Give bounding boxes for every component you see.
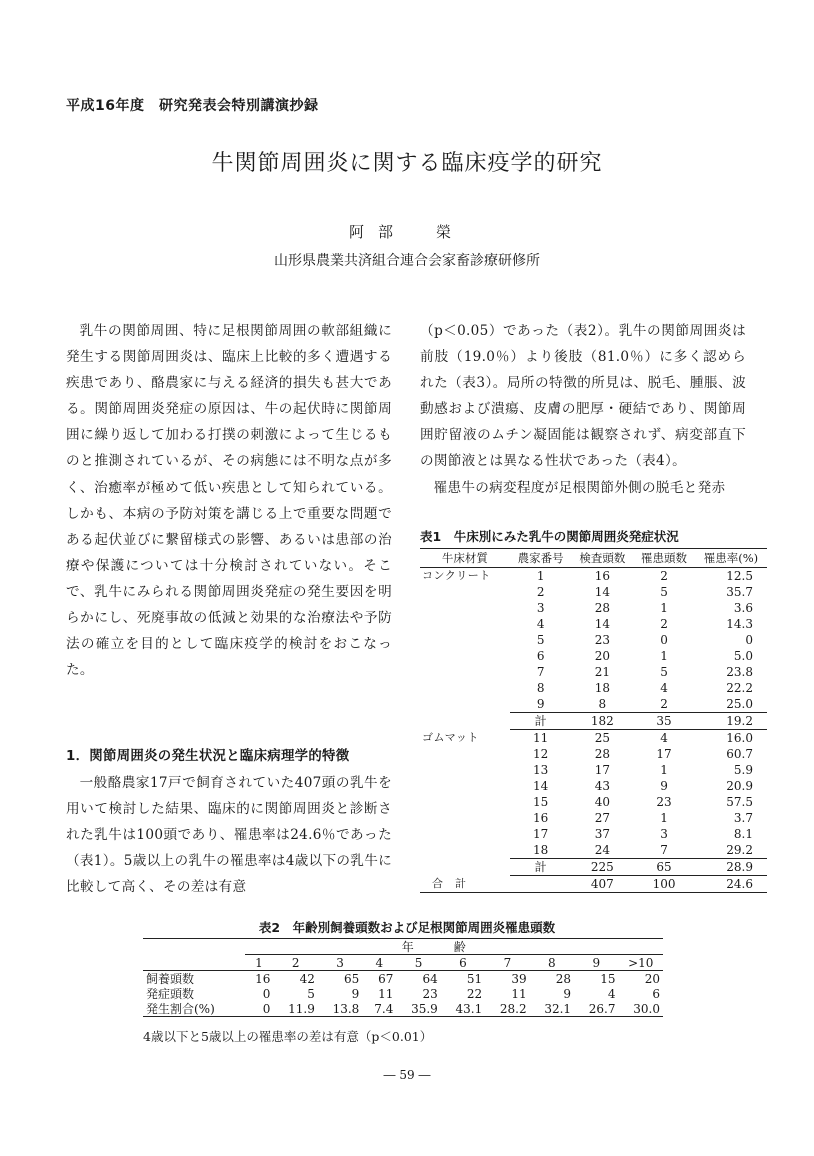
table-2-cell: 13.8 [318,1001,362,1017]
table-2-cell: 9 [563,986,572,1001]
paper-title: 牛関節周囲炎に関する臨床疫学的研究 [211,151,603,176]
table-2-age-cell: 2 [273,955,317,971]
table-1-material-cell: コンクリート [422,569,491,582]
table-1-cell: 3 [660,826,668,841]
table-1-cell: 9 [660,778,668,793]
table-1-cell: 18 [594,680,610,695]
table-1-cell: 14 [594,616,610,631]
table-1-cell: 57.5 [726,794,753,809]
table-2-age-cell: 4 [362,955,396,971]
table-1-cell: 0 [660,632,668,647]
table-1-cell: 1 [660,600,668,615]
table-2-cell: 64 [422,971,438,986]
table-2-row-label: 発症頭数 [146,986,195,1001]
table-2-age-cell: 5 [396,955,440,971]
table-1-cell: 35.7 [726,584,753,599]
section-1-body: 一般酪農家17戸で飼育されていた407頭の乳牛を用いて検討した結果、臨床的に関節周囲炎と診断された乳牛は100頭であり、罹患率は24.6％であった（表1）。5歳以上の乳牛の罹患率は4歳以下の乳牛に比較して高く、その差は有意 [66,775,392,896]
author-name: 阿部 榮 [348,223,465,241]
table-2-row-label: 飼養頭数 [146,971,195,986]
table-2-cell: 11 [511,986,527,1001]
table-2-age-cell: 3 [318,955,362,971]
table-2-cell: 22 [466,986,483,1001]
table-1-cell: 5 [660,664,668,679]
table-1-header-row [420,549,767,568]
table-1-cell: 17 [533,826,549,841]
table-1-cell: 22.2 [726,680,753,695]
table-2-cell: 11 [378,986,394,1001]
table-1-caption: 表1 牛床別にみた乳牛の関節周囲炎発症状況 [420,529,679,544]
table-1-cell: 18 [533,842,549,857]
table-1-cell: 5.9 [733,762,753,777]
table-1-cell: 14.3 [726,616,753,631]
table-1-cell: 2 [660,696,668,711]
table-2 [143,938,663,1017]
table-2-corner-cell [143,955,245,971]
table-1 [420,548,767,893]
table-1-subtotal-cell: 19.2 [695,713,767,730]
table-1-row [420,568,767,585]
table-1-header-cell: 農家番号 [510,549,572,568]
table-1-cell: 20 [594,648,610,663]
table-2-cell: 23 [422,986,438,1001]
table-2-row-label: 発生割合(%) [143,1001,245,1017]
table-2-cell: 0 [245,1001,274,1017]
table-1-total-cell: 407 [572,876,634,893]
table-1-subtotal-cell: 65 [633,859,695,876]
table-1-header-cell: 罹患率(%) [695,549,767,568]
table-2-row [143,1001,663,1017]
section-1-heading: 1．関節周囲炎の発生状況と臨床病理学的特徴 [66,749,350,764]
table-1-cell: 21 [594,664,610,679]
table-2-cell: 6 [652,986,660,1001]
table-1-material-cell: ゴムマット [422,730,479,744]
table-1-cell: 8 [598,696,607,711]
report-header: 平成16年度 研究発表会特別講演抄録 [66,98,319,114]
table-1-header-cell: 検査頭数 [572,549,634,568]
table-1-cell: 11 [533,730,549,745]
table-2-cell: 11.9 [273,1001,317,1017]
table-2-corner-cell [143,939,245,955]
right-paragraph-1: （p＜0.05）であった（表2）。乳牛の関節周囲炎は前肢（19.0％）より後肢（81.0％）に多く認められた（表3）。局所の特徴的所見は、脱毛、腫脹、波動感および潰瘍、皮膚の肥厚・硬結であり、関節周囲貯留液のムチン凝固能は観察されず、病変部直下の関節液とは異なる性状であった（表4）。 [420,323,746,470]
table-1-cell: 23 [594,632,610,647]
table-2-cell: 20 [644,971,660,986]
table-1-cell: 14 [533,778,549,793]
table-1-subtotal-cell: 35 [633,713,695,730]
table-1-cell: 3 [536,600,545,615]
table-1-cell: 4 [660,730,668,745]
right-paragraph-2: 罹患牛の病変程度が足根関節外側の脱毛と発赤 [433,479,726,496]
table-2-cell: 65 [344,971,360,986]
table-2-age-cell: 7 [485,955,529,971]
table-2-cell: 26.7 [574,1001,618,1017]
table-1-cell: 60.7 [726,746,753,761]
intro-paragraph: 乳牛の関節周囲、特に足根関節周囲の軟部組織に発生する関節周囲炎は、臨床上比較的多く遭遇する疾患であり、酪農家に与える経済的損失も甚大である。関節周囲炎発症の原因は、牛の起伏時に関節周囲に繰り返して加わる打撲の刺激によって生じるものと推測されているが、その病態には不明な点が多く、治癒率が極めて低い疾患として知られている。しかも、本病の予防対策を講じる上で重要な問題である起伏並びに繋留様式の影響、あるいは患部の治療や保護については十分検討されていない。そこで、乳牛にみられる関節周囲炎発症の発生要因を明らかにし、死廃事故の低減と効果的な治療法や予防法の確立を目的として臨床疫学的検討をおこなった。 [66,323,392,679]
table-2-cell: 28.2 [485,1001,529,1017]
table-1-cell: 4 [660,680,668,695]
table-1-subtotal-cell: 182 [572,713,634,730]
table-1-header-cell: 罹患頭数 [633,549,695,568]
table-1-cell: 23 [656,794,672,809]
table-2-age-cell: 1 [245,955,274,971]
table-1-cell: 5 [660,584,668,599]
table-2-row [143,971,663,987]
table-2-cell: 0 [262,986,271,1001]
table-1-cell: 14 [594,584,610,599]
right-column-text [420,318,746,501]
table-2-age-cell: >10 [618,955,663,971]
table-2-age-row [143,955,663,971]
table-1-cell: 2 [660,568,668,583]
table-2-cell: 28 [555,971,572,986]
table-1-cell: 20.9 [726,778,753,793]
table-1-total-label: 合 計 [420,876,572,893]
page-number: ― 59 ― [383,1068,431,1082]
table-1-cell: 1 [660,810,668,825]
table-2-cell: 7.4 [362,1001,396,1017]
table-1-cell: 37 [594,826,610,841]
table-1-cell: 23.8 [726,664,753,679]
table-1-row [420,730,767,747]
table-1-subtotal-cell: 28.9 [695,859,767,876]
table-1-cell: 0 [745,632,753,647]
table-1-subtotal-cell: 計 [510,859,572,876]
table-2-cell: 15 [600,971,616,986]
table-2-cell: 39 [511,971,527,986]
table-1-cell: 1 [660,648,668,663]
table-1-cell: 3.6 [733,600,753,615]
table-1-cell: 5 [536,632,545,647]
table-2-cell: 32.1 [530,1001,574,1017]
table-2-age-cell: 6 [441,955,485,971]
table-1-cell: 16 [533,810,549,825]
table-2-cell: 43.1 [441,1001,485,1017]
table-2-note: 4歳以下と5歳以上の罹患率の差は有意（p＜0.01） [143,1029,433,1044]
table-1-cell: 4 [536,616,545,631]
table-1-cell: 7 [536,664,545,679]
table-2-age-cell: 8 [530,955,574,971]
table-1-cell: 7 [660,842,668,857]
table-1-cell: 1 [660,762,668,777]
table-1-cell: 2 [536,584,545,599]
table-1-cell: 1 [536,568,545,583]
table-1-subtotal-cell: 225 [572,859,634,876]
table-2-age-cell: 9 [574,955,618,971]
table-2-cell: 35.9 [396,1001,440,1017]
table-1-cell: 27 [594,810,610,825]
table-1-total-row [420,876,767,893]
table-1-total-cell: 24.6 [695,876,767,893]
table-1-subtotal-cell: 計 [510,713,572,730]
table-2-cell: 9 [351,986,360,1001]
table-1-cell: 3.7 [733,810,753,825]
table-1-cell: 5.0 [733,648,753,663]
table-1-cell: 16 [594,568,610,583]
table-1-cell: 8.1 [733,826,753,841]
table-1-cell: 17 [656,746,672,761]
affiliation: 山形県農業共済組合連合会家畜診療研修所 [274,253,540,269]
table-2-cell: 4 [607,986,616,1001]
table-1-cell: 15 [533,794,549,809]
table-2-row [143,986,663,1001]
table-2-cell: 30.0 [618,1001,663,1017]
table-1-cell: 43 [594,778,610,793]
table-2-cell: 5 [307,986,315,1001]
table-2-cell: 51 [466,971,483,986]
table-1-cell: 12.5 [726,568,753,583]
table-2-cell: 42 [299,971,315,986]
table-1-cell: 28 [594,746,610,761]
table-2-header-row [143,939,663,955]
table-1-cell: 16.0 [726,730,753,745]
table-1-cell: 25 [594,730,610,745]
table-2-caption: 表2 年齢別飼養頭数および足根関節周囲炎罹患頭数 [258,920,556,935]
table-1-cell: 8 [536,680,545,695]
table-1-cell: 13 [533,762,549,777]
table-1-cell: 2 [660,616,668,631]
table-2-cell: 16 [255,971,271,986]
table-1-cell: 24 [594,842,610,857]
table-1-cell: 17 [594,762,610,777]
table-1-cell: 29.2 [726,842,753,857]
table-1-cell: 40 [594,794,610,809]
table-1-cell: 12 [533,746,549,761]
table-1-header-cell: 牛床材質 [420,549,510,568]
table-1-total-cell: 100 [633,876,695,893]
table-2-cell: 67 [378,971,394,986]
table-2-age-header: 年齢 [245,939,663,955]
table-1-cell: 6 [536,648,545,663]
table-1-cell: 28 [594,600,610,615]
table-1-cell: 25.0 [726,696,753,711]
table-1-cell: 9 [536,696,545,711]
